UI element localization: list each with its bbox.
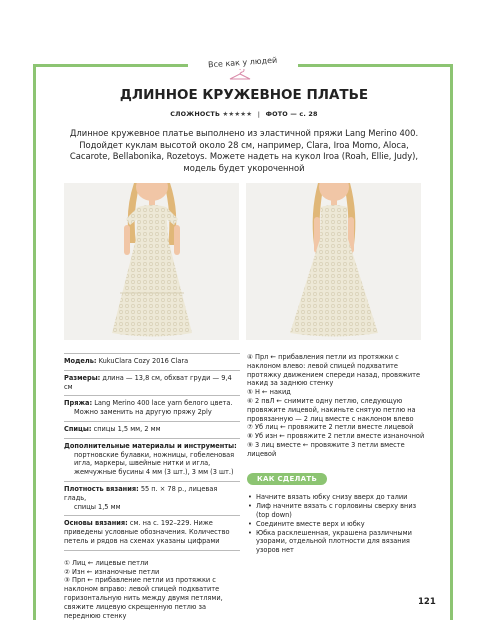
spec-continuation: портновские булавки, ножницы, гобеленовая игла, маркеры, швейные нитки и игла, жемчужные бусины 4 мм (3 шт.), 3 мм (3 шт.) bbox=[74, 450, 235, 477]
spec-value: KukuClara Cozy 2016 Clara bbox=[96, 357, 189, 365]
spec-basics bbox=[64, 516, 240, 550]
spec-value: длина — 13,8 см, обхват груди — 9,4 см bbox=[64, 373, 232, 391]
spec-key: Плотность вязания: bbox=[64, 484, 139, 493]
spec-key: Размеры: bbox=[64, 373, 101, 382]
spec-value: 55 п. × 78 р., лицевая гладь, bbox=[64, 484, 218, 502]
difficulty-label: СЛОЖНОСТЬ bbox=[170, 110, 221, 118]
spec-key: Пряжа: bbox=[64, 399, 93, 408]
symbol-legend-left bbox=[64, 559, 240, 621]
doll-photo-side bbox=[246, 183, 421, 340]
legend-and-steps-column bbox=[247, 353, 427, 555]
legend-item: ⑤ Н ← накид bbox=[247, 388, 291, 397]
legend-item: ② Изн ← изнаночные петли bbox=[64, 567, 160, 576]
step-item: • Юбка расклешенная, украшена различными узорами, отдельной плотности для вязания узоров нет bbox=[247, 529, 427, 555]
step-item: • Лиф начните вязать с горловины сверху вниз (top down) bbox=[247, 502, 427, 520]
spec-continuation: спицы 1,5 мм bbox=[74, 502, 121, 511]
spec-model bbox=[64, 353, 240, 371]
page-title: ДЛИННОЕ КРУЖЕВНОЕ ПЛАТЬЕ bbox=[119, 87, 369, 103]
legend-item: ⑨ 3 лиц вместе ← провяжите 3 петли вместе лицевой bbox=[247, 440, 405, 458]
spec-key: Модель: bbox=[64, 357, 97, 365]
spec-materials bbox=[64, 439, 240, 482]
step-item: • Соедините вместе верх и юбку bbox=[247, 520, 427, 529]
legend-item: ⑧ Уб изн ← провяжите 2 петли вместе изнаночной bbox=[247, 432, 425, 441]
spec-value: спицы 1,5 мм, 2 мм bbox=[91, 424, 161, 433]
legend-item: ① Лиц ← лицевые петли bbox=[64, 558, 149, 567]
how-to-badge: КАК СДЕЛАТЬ bbox=[247, 473, 327, 486]
spec-value: см. на с. 192–229. Ниже приведены условные обозначения. Количество петель и рядов на схемах указаны цифрами bbox=[64, 519, 230, 545]
spec-key: Основы вязания: bbox=[64, 519, 128, 528]
difficulty-line bbox=[0, 110, 488, 118]
page-number: 121 bbox=[418, 597, 436, 607]
doll-photo-front bbox=[64, 183, 239, 340]
spec-gauge bbox=[64, 482, 240, 516]
photo-reference: ФОТО — с. 28 bbox=[265, 110, 318, 118]
legend-item: ⑦ Уб лиц ← провяжите 2 петли вместе лицевой bbox=[247, 423, 414, 432]
meta-separator: | bbox=[257, 110, 261, 118]
spec-needles bbox=[64, 422, 240, 439]
specs-column bbox=[64, 353, 240, 620]
intro-paragraph: Длинное кружевное платье выполнено из эластичной пряжи Lang Merino 400. Подойдет куклам высотой около 28 см, например, Clara, Iroa Momo, Aloca, Cacarote, Bellabonika, Rozetoys. Можете надеть на кукол Iroa (Roah, Ellie, Judy), модель будет укороченной bbox=[69, 128, 419, 173]
legend-item: ④ Прл ← прибавления петли из протяжки с наклоном влево: левой спицей подхватите протяжку движением спереди назад, провяжите накид за заднюю стенку bbox=[247, 353, 421, 388]
spec-yarn bbox=[64, 396, 240, 422]
hanger-icon bbox=[229, 66, 251, 78]
section-tag-label: Все как у людей bbox=[208, 55, 278, 70]
spec-size bbox=[64, 371, 240, 397]
legend-item: ③ Прп ← прибавление петли из протяжки с наклоном вправо: левой спицей подхватите горизонтальную нить между двумя петлями, свяжите лицевую скрещенную петлю за переднюю стенку bbox=[64, 576, 223, 620]
spec-key: Спицы: bbox=[64, 424, 92, 433]
spec-value: Lang Merino 400 lace yarn белого цвета. bbox=[92, 399, 233, 408]
spec-continuation: Можно заменить на другую пряжу 2ply bbox=[74, 408, 212, 417]
difficulty-stars: ★★★★★ bbox=[222, 110, 253, 118]
step-item: • Начните вязать юбку снизу вверх до талии bbox=[247, 493, 427, 502]
spec-key: Дополнительные материалы и инструменты: bbox=[64, 441, 237, 450]
legend-item: ⑥ 2 пвЛ ← снимите одну петлю, следующую провяжите лицевой, накиньте снятую петлю на провязанную — 2 лиц вместе с наклоном влево bbox=[247, 396, 416, 423]
